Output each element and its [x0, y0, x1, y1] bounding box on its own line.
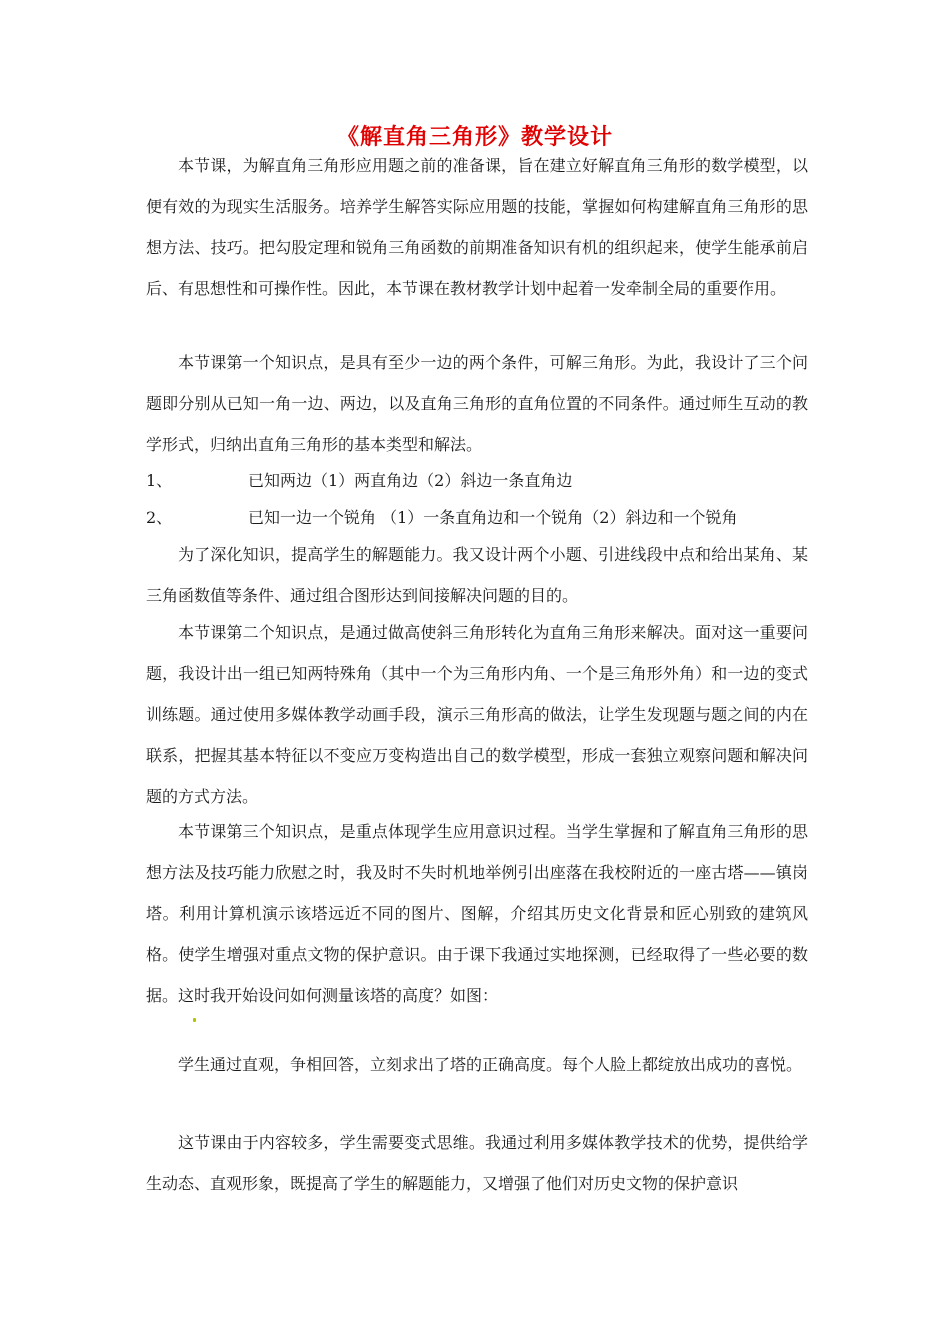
paragraph-first-point: 本节课第一个知识点，是具有至少一边的两个条件，可解三角形。为此，我设计了三个问题即分别从已知一角一边、两边，以及直角三角形的直角位置的不同条件。通过师生互动的教学形式，归纳出直角三角形的基本类型和解法。	[146, 353, 808, 454]
paragraph-students: 学生通过直观，争相回答，立刻求出了塔的正确高度。每个人脸上都绽放出成功的喜悦。	[178, 1055, 803, 1074]
paragraph-deepen: 为了深化知识，提高学生的解题能力。我又设计两个小题、引进线段中点和给出某角、某三角函数值等条件、通过组合图形达到间接解决问题的目的。	[146, 545, 808, 605]
list-text: 已知一边一个锐角 （1）一条直角边和一个锐角（2）斜边和一个锐角	[248, 508, 738, 527]
paragraph-second-point: 本节课第二个知识点，是通过做高使斜三角形转化为直角三角形来解决。面对这一重要问题，我设计出一组已知两特殊角（其中一个为三角形内角、一个是三角形外角）和一边的变式训练题。通过使用多媒体教学动画手段，演示三角形高的做法，让学生发现题与题之间的内在联系，把握其基本特征以不变应万变构造出自己的数学模型，形成一套独立观察问题和解决问题的方式方法。	[146, 623, 808, 806]
list-text: 已知两边（1）两直角边（2）斜边一条直角边	[248, 471, 573, 490]
paragraph-summary: 这节课由于内容较多，学生需要变式思维。我通过利用多媒体教学技术的优势，提供给学生动态、直观形象，既提高了学生的解题能力，又增强了他们对历史文物的保护意识	[146, 1133, 808, 1193]
list-number: 1、	[146, 471, 173, 490]
figure-placeholder-mark	[193, 1018, 196, 1022]
list-item	[146, 497, 808, 538]
list-number: 2、	[146, 508, 173, 527]
document-title: 《解直角三角形》教学设计	[336, 124, 613, 150]
paragraph-intro: 本节课，为解直角三角形应用题之前的准备课，旨在建立好解直角三角形的数学模型，以便有效的为现实生活服务。培养学生解答实际应用题的技能，掌握如何构建解直角三角形的思想方法、技巧。把勾股定理和锐角三角函数的前期准备知识有机的组织起来，使学生能承前启后、有思想性和可操作性。因此，本节课在教材教学计划中起着一发牵制全局的重要作用。	[146, 156, 808, 298]
list-item	[146, 460, 808, 501]
paragraph-third-point: 本节课第三个知识点，是重点体现学生应用意识过程。当学生掌握和了解直角三角形的思想方法及技巧能力欣慰之时，我及时不失时机地举例引出座落在我校附近的一座古塔——镇岗塔。利用计算机演示该塔远近不同的图片、图解，介绍其历史文化背景和匠心别致的建筑风格。使学生增强对重点文物的保护意识。由于课下我通过实地探测，已经取得了一些必要的数据。这时我开始设问如何测量该塔的高度？如图：	[146, 822, 808, 1005]
